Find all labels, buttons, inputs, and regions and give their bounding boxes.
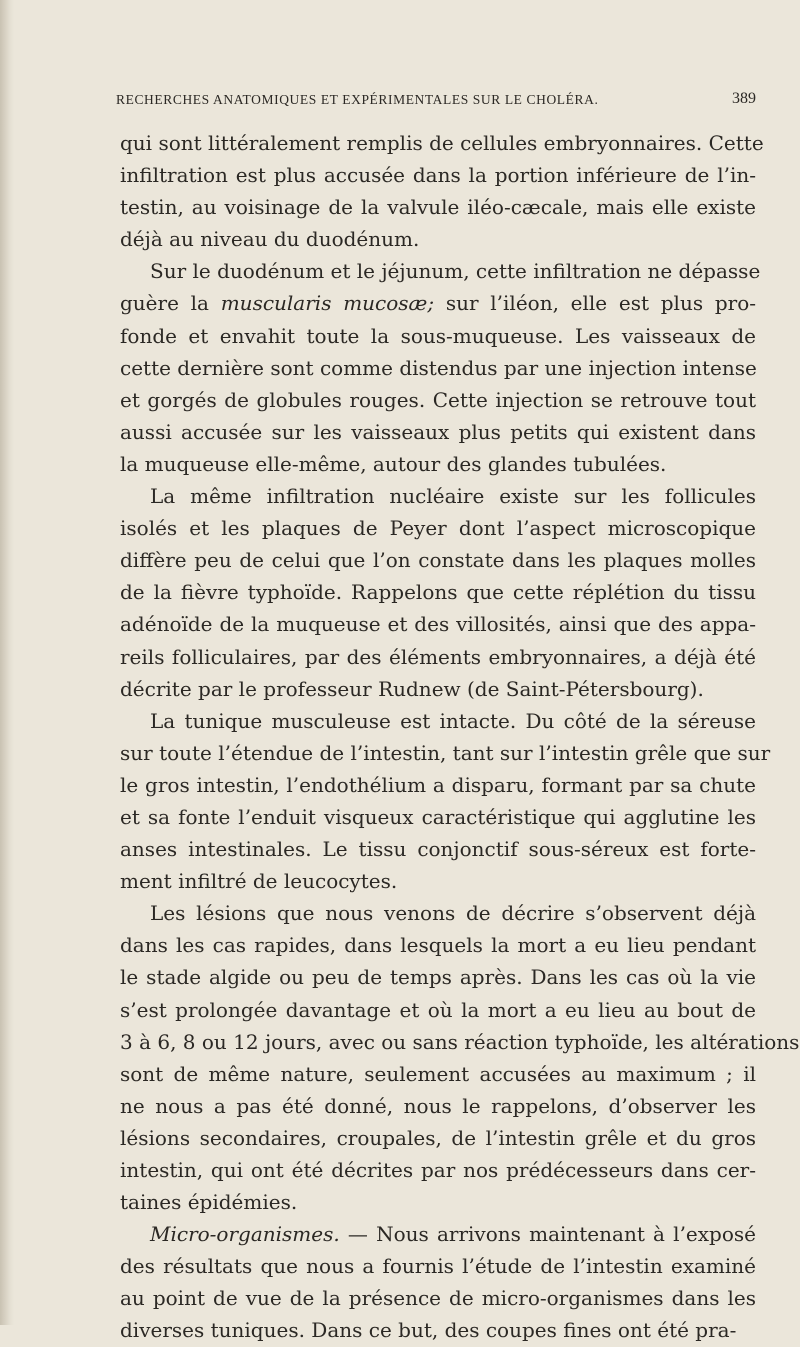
text-segment: sur l’iléon, elle est plus pro- xyxy=(434,291,757,316)
text-line: au point de vue de la présence de micro-organismes dans les xyxy=(120,1286,756,1311)
text-line: reils folliculaires, par des éléments embryonnaires, a déjà été xyxy=(120,644,756,669)
text-line: et gorgés de globules rouges. Cette injection se retrouve tout xyxy=(120,387,756,412)
text-line: anses intestinales. Le tissu conjonctif sous-séreux est forte- xyxy=(120,837,756,862)
text-line: intestin, qui ont été décrites par nos prédécesseurs dans cer- xyxy=(120,1158,756,1182)
text-line: testin, au voisinage de la valvule iléo-cæcale, mais elle existe xyxy=(120,195,756,220)
text-line: La tunique musculeuse est intacte. Du côté de la séreuse xyxy=(150,708,756,733)
text-line: le gros intestin, l’endothélium a disparu, formant par sa chute xyxy=(120,772,756,797)
text-line: La même infiltration nucléaire existe sur les follicules xyxy=(150,484,756,509)
text-line: sur toute l’étendue de l’intestin, tant sur l’intestin grêle que sur xyxy=(120,740,771,765)
page-gutter-shadow xyxy=(0,0,14,1325)
text-line xyxy=(120,287,756,319)
text-line: infiltration est plus accusée dans la portion inférieure de l’in- xyxy=(120,163,756,188)
text-line: qui sont littéralement remplis de cellules embryonnaires. Cette xyxy=(120,131,764,155)
text-line: fonde et envahit toute la sous-muqueuse. Les vaisseaux de xyxy=(120,323,756,348)
text-line: des résultats que nous a fournis l’étude de l’intestin examiné xyxy=(120,1254,756,1279)
page-number: 389 xyxy=(732,90,756,107)
text-line: décrite par le professeur Rudnew (de Saint-Pétersbourg). xyxy=(120,676,704,701)
text-line: dans les cas rapides, dans lesquels la mort a eu lieu pendant xyxy=(120,933,756,958)
italic-term: Micro-organismes. xyxy=(150,1222,340,1247)
text-line: isolés et les plaques de Peyer dont l’aspect microscopique xyxy=(120,516,756,541)
text-line: taines épidémies. xyxy=(120,1190,298,1215)
text-line: Sur le duodénum et le jéjunum, cette infiltration ne dépasse xyxy=(150,259,761,284)
text-segment: guère la xyxy=(120,291,221,316)
running-head xyxy=(116,90,756,114)
text-line: sont de même nature, seulement accusées au maximum ; il xyxy=(120,1061,756,1086)
text-line: de la fièvre typhoïde. Rappelons que cette réplétion du tissu xyxy=(120,580,756,605)
running-title: RECHERCHES ANATOMIQUES ET EXPÉRIMENTALES SUR LE CHOLÉRA. xyxy=(116,92,599,107)
text-line: diffère peu de celui que l’on constate dans les plaques molles xyxy=(120,548,756,573)
text-segment: — Nous arrivons maintenant à l’exposé xyxy=(339,1222,756,1247)
text-line: ne nous a pas été donné, nous le rappelons, d’observer les xyxy=(120,1093,756,1118)
italic-term: muscularis mucosæ; xyxy=(220,291,435,316)
body-text xyxy=(120,127,800,1347)
text-line: déjà au niveau du duodénum. xyxy=(120,227,420,252)
text-line: ment infiltré de leucocytes. xyxy=(120,869,398,894)
text-line: la muqueuse elle-même, autour des glandes tubulées. xyxy=(120,451,667,476)
text-line: 3 à 6, 8 ou 12 jours, avec ou sans réaction typhoïde, les altérations xyxy=(120,1029,800,1054)
text-line: Les lésions que nous venons de décrire s’observent déjà xyxy=(150,901,756,926)
text-line: lésions secondaires, croupales, de l’intestin grêle et du gros xyxy=(120,1125,756,1150)
text-line: et sa fonte l’enduit visqueux caractéristique qui agglutine les xyxy=(120,804,756,829)
text-line: le stade algide ou peu de temps après. Dans les cas où la vie xyxy=(120,965,756,990)
text-line: cette dernière sont comme distendus par une injection intense xyxy=(120,355,757,380)
text-line: adénoïde de la muqueuse et des villosités, ainsi que des appa- xyxy=(120,612,756,637)
text-line xyxy=(120,1218,756,1250)
text-line: s’est prolongée davantage et où la mort a eu lieu au bout de xyxy=(120,997,756,1022)
text-line: aussi accusée sur les vaisseaux plus petits qui existent dans xyxy=(120,419,756,444)
text-line: diverses tuniques. Dans ce but, des coupes fines ont été pra- xyxy=(120,1318,737,1343)
